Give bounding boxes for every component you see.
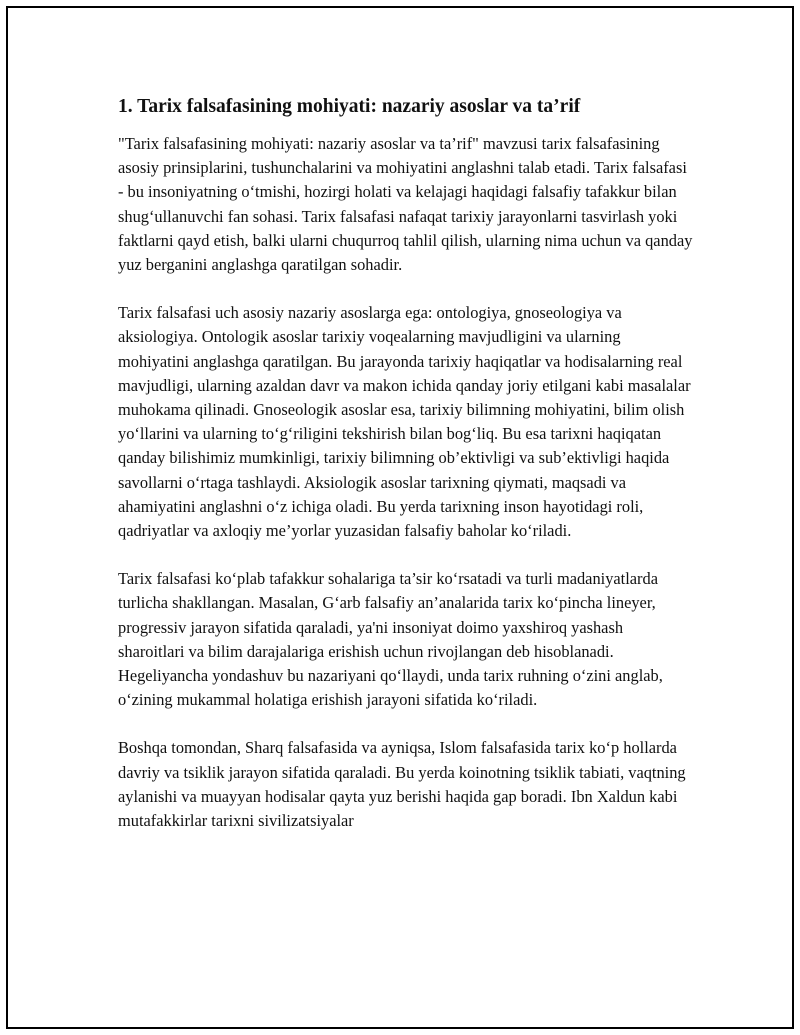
paragraph-theoretical-foundations: Tarix falsafasi uch asosiy nazariy asoslarga ega: ontologiya, gnoseologiya va aksiologiya. Ontologik asoslar tarixiy voqealarning mavjudligini va ularning mohiyatini anglashga qaratilgan. Bu jarayonda tarixiy haqiqatlar va hodisalarning real mavjudligi, ularning azaldan davr va makon ichida qanday joriy etilgani kabi masalalar muhokama qilinadi. Gnoseologik asoslar esa, tarixiy bilimning mohiyatini, bilim olish yo‘llarini va ularning to‘g‘riligini tekshirish bilan bog‘liq. Bu esa tarixni haqiqatan qanday bilishimiz mumkinligi, tarixiy bilimning ob’ektivligi va sub’ektivligi haqida savollarni o‘rtaga tashlaydi. Aksiologik asoslar tarixning qiymati, maqsadi va ahamiyatini anglashni o‘z ichiga oladi. Bu yerda tarixning inson hayotidagi roli, qadriyatlar va axloqiy me’yorlar yuzasidan falsafiy baholar ko‘riladi. [118, 303, 691, 541]
section-heading: 1. Tarix falsafasining mohiyati: nazariy asoslar va ta’rif [118, 96, 581, 117]
document-body [118, 94, 693, 857]
paragraph-intro: "Tarix falsafasining mohiyati: nazariy asoslar va ta’rif" mavzusi tarix falsafasining asosiy prinsiplarini, tushunchalarini va mohiyatini anglashni talab etadi. Tarix falsafasi - bu insoniyatning o‘tmishi, hozirgi holati va kelajagi haqidagi falsafiy tafakkur bilan shug‘ullanuvchi fan sohasi. Tarix falsafasi nafaqat tarixiy jarayonlarni tasvirlash yoki faktlarni qayd etish, balki ularni chuqurroq tahlil qilish, ularning nima uchun va qanday yuz berganini anglashga qaratilgan sohadir. [118, 134, 693, 275]
paragraph-eastern-view: Boshqa tomondan, Sharq falsafasida va ayniqsa, Islom falsafasida tarix ko‘p hollarda davriy va tsiklik jarayon sifatida qaraladi. Bu yerda koinotning tsiklik tabiati, vaqtning aylanishi va muayyan hodisalar qayta yuz berishi haqida gap boradi. Ibn Xaldun kabi mutafakkirlar tarixni sivilizatsiyalar [118, 738, 686, 831]
paragraph-western-view: Tarix falsafasi ko‘plab tafakkur sohalariga ta’sir ko‘rsatadi va turli madaniyatlarda turlicha shakllangan. Masalan, G‘arb falsafiy an’analarida tarix ko‘pincha lineyer, progressiv jarayon sifatida qaraladi, ya'ni insoniyat doimo yaxshiroq yashash sharoitlari va bilim darajalariga erishish uchun rivojlangan deb hisoblanadi. Hegeliyancha yondashuv bu nazariyani qo‘llaydi, unda tarix ruhning o‘zini anglab, o‘zining mukammal holatiga erishish jarayoni sifatida ko‘riladi. [118, 569, 663, 710]
